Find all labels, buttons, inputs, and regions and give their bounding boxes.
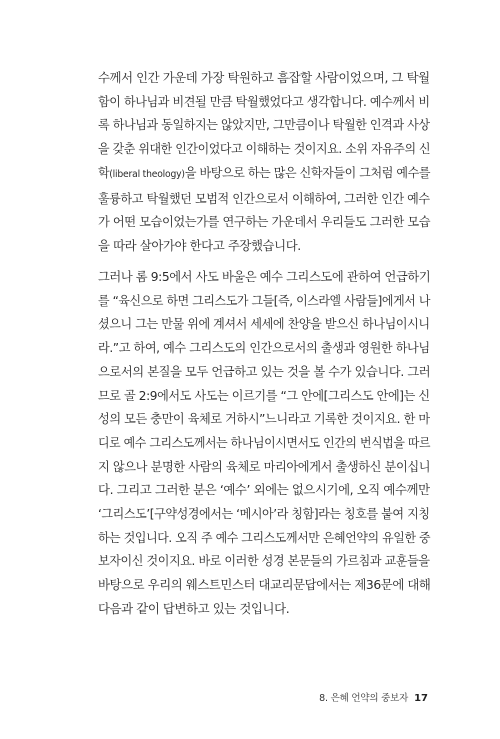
- text-line: 함이 하나님과 비견될 만큼 탁월했었다고 생각합니다. 예수께서 비: [98, 93, 430, 109]
- text-line: 므로 골 2:9에서도 사도는 이르기를 “그 안에[그리스도 안에]는 신: [98, 387, 430, 403]
- text-line: 디로 예수 그리스도께서는 하나님이시면서도 인간의 번식법을 따르: [98, 434, 431, 450]
- text-line: 다음과 같이 답변하고 있는 것입니다.: [98, 600, 290, 616]
- text-line: 가 어떤 모습이었는가를 연구하는 가운데서 우리들도 그러한 모습: [98, 214, 431, 230]
- text-line: 다. 그리고 그러한 분은 ‘예수’ 외에는 없으시기에, 오직 예수께만: [98, 482, 430, 498]
- text-line: 를 “육신으로 하면 그리스도가 그들[즉, 이스라엘 사람들]에게서 나: [98, 292, 430, 308]
- text-fragment: 학: [98, 164, 110, 180]
- text-fragment: 을 바탕으로 하는 많은 신학자들이 그처럼 예수를: [184, 164, 431, 180]
- paragraph-2: [98, 265, 430, 621]
- text-line: 훌륭하고 탁월했던 모범적 인간으로서 이해하여, 그러한 인간 예수: [98, 190, 430, 206]
- text-line: ‘그리스도’[구약성경에서는 ‘메시아’라 칭함]라는 칭호를 붙여 지칭: [98, 506, 430, 522]
- text-line: 을 갖춘 위대한 인간이었다고 이해하는 것이지요. 소위 자유주의 신: [98, 141, 431, 157]
- english-term: (liberal theology): [109, 168, 185, 180]
- text-line: 보자이신 것이지요. 바로 이러한 성경 본문들의 가르침과 교훈들을: [98, 553, 430, 569]
- page-footer: [319, 690, 428, 704]
- text-line: 성의 모든 충만이 육체로 거하시”느니라고 기록한 것이지요. 한 마: [98, 411, 430, 427]
- page-number: 17: [414, 693, 428, 704]
- text-line: 을 따라 살아가야 한다고 주장했습니다.: [98, 237, 301, 253]
- text-line: 라.”고 하여, 예수 그리스도의 인간으로서의 출생과 영원한 하나님: [98, 340, 430, 356]
- text-line: [98, 161, 431, 187]
- text-line: 바탕으로 우리의 웨스트민스터 대교리문답에서는 제36문에 대해: [98, 577, 431, 593]
- text-line: 하는 것입니다. 오직 주 예수 그리스도께서만 은혜언약의 유일한 중: [98, 529, 431, 545]
- text-line: 셨으니 그는 만물 위에 계셔서 세세에 찬양을 받으신 하나님이시니: [98, 316, 430, 332]
- paragraph-1: [98, 66, 430, 258]
- text-line: 그러나 롬 9:5에서 사도 바울은 예수 그리스도에 관하여 언급하기: [98, 269, 431, 284]
- text-line: 록 하나님과 동일하지는 않았지만, 그만큼이나 탁월한 인격과 사상: [98, 117, 430, 133]
- text-line: 수께서 인간 가운데 가장 탁원하고 흠잡할 사람이었으며, 그 탁월: [98, 70, 430, 85]
- text-line: 지 않으나 분명한 사람의 육체로 마리아에게서 출생하신 분이십니: [98, 458, 431, 474]
- text-line: 으로서의 본질을 모두 언급하고 있는 것을 볼 수가 있습니다. 그러: [98, 363, 431, 379]
- chapter-title: 8. 은혜 언약의 중보자: [319, 693, 409, 704]
